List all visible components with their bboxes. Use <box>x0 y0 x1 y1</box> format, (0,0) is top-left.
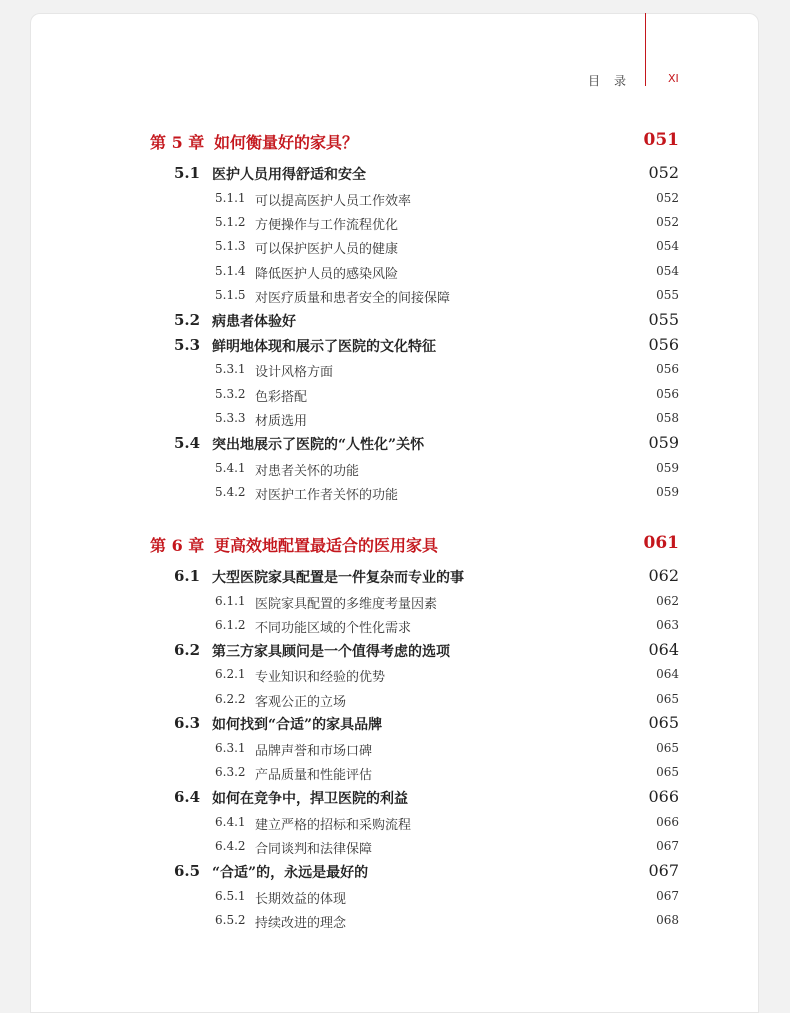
toc-sub-page-number: 063 <box>656 618 679 632</box>
toc-sub-title: 对患者关怀的功能 <box>255 464 360 479</box>
toc-sub-entry[interactable] <box>0 261 790 283</box>
toc-section-page-number: 055 <box>648 310 679 329</box>
toc-sub-page-number: 065 <box>656 765 679 779</box>
toc-sub-title: 医院家具配置的多维度考量因素 <box>255 597 438 612</box>
toc-sub-num: 5.1.3 <box>215 239 246 253</box>
toc-section-title: 突出地展示了医院的“人性化”关怀 <box>212 437 425 453</box>
toc-chapter-title: 如何衡量好的家具？ <box>214 133 359 152</box>
toc-section-entry[interactable] <box>0 566 790 588</box>
toc-sub-title: 方便操作与工作流程优化 <box>255 218 399 233</box>
toc-sub-title: 可以提高医护人员工作效率 <box>255 194 412 209</box>
toc-sub-title: 设计风格方面 <box>255 365 334 380</box>
toc-sub-page-number: 067 <box>656 889 679 903</box>
toc-sub-entry[interactable] <box>0 910 790 932</box>
toc-chapter-num: 第 5 章 <box>150 133 205 152</box>
toc-section-num: 5.2 <box>174 311 201 329</box>
toc-section-entry[interactable] <box>0 433 790 455</box>
toc-sub-num: 5.1.4 <box>215 264 246 278</box>
toc-sub-entry[interactable] <box>0 458 790 480</box>
toc-sub-title: 不同功能区域的个性化需求 <box>255 621 412 636</box>
toc-sub-page-number: 059 <box>656 485 679 499</box>
toc-chapter-title: 更高效地配置最适合的医用家具 <box>214 536 439 555</box>
toc-sub-entry[interactable] <box>0 836 790 858</box>
toc-section-page-number: 059 <box>648 433 679 452</box>
toc-sub-num: 6.5.2 <box>215 913 246 927</box>
toc-sub-page-number: 052 <box>656 215 679 229</box>
toc-section-title: 医护人员用得舒适和安全 <box>212 167 366 183</box>
toc-sub-num: 5.4.2 <box>215 485 246 499</box>
toc-sub-page-number: 065 <box>656 692 679 706</box>
toc-sub-page-number: 062 <box>656 594 679 608</box>
toc-chapter-entry[interactable] <box>0 533 790 555</box>
toc-sub-page-number: 059 <box>656 461 679 475</box>
toc-chapter-page-number: 061 <box>643 533 679 553</box>
toc-section-entry[interactable] <box>0 163 790 185</box>
toc-section-num: 5.1 <box>174 164 201 182</box>
toc-sub-page-number: 056 <box>656 362 679 376</box>
toc-sub-num: 5.3.2 <box>215 387 246 401</box>
toc-section-title: 如何在竞争中，捍卫医院的利益 <box>212 791 408 807</box>
toc-sub-title: 持续改进的理念 <box>255 916 347 931</box>
toc-sub-num: 5.1.2 <box>215 215 246 229</box>
toc-section-title: 第三方家具顾问是一个值得考虑的选项 <box>212 644 450 660</box>
toc-section-page-number: 066 <box>648 787 679 806</box>
toc-sub-entry[interactable] <box>0 359 790 381</box>
toc-sub-title: 产品质量和性能评估 <box>255 768 373 783</box>
toc-sub-page-number: 052 <box>656 191 679 205</box>
toc-sub-title: 对医疗质量和患者安全的间接保障 <box>255 291 451 306</box>
header-page-number: XI <box>668 72 679 85</box>
toc-sub-num: 5.1.5 <box>215 288 246 302</box>
toc-sub-num: 6.1.1 <box>215 594 246 608</box>
toc-sub-entry[interactable] <box>0 812 790 834</box>
toc-sub-num: 6.2.2 <box>215 692 246 706</box>
toc-sub-entry[interactable] <box>0 886 790 908</box>
toc-sub-title: 对医护工作者关怀的功能 <box>255 488 399 503</box>
toc-section-num: 6.2 <box>174 641 201 659</box>
toc-section-title: 病患者体验好 <box>212 314 296 330</box>
toc-sub-page-number: 055 <box>656 288 679 302</box>
toc-sub-entry[interactable] <box>0 285 790 307</box>
toc-sub-num: 6.3.2 <box>215 765 246 779</box>
toc-sub-page-number: 068 <box>656 913 679 927</box>
toc-sub-entry[interactable] <box>0 236 790 258</box>
toc-section-entry[interactable] <box>0 335 790 357</box>
toc-sub-page-number: 065 <box>656 741 679 755</box>
toc-sub-title: 材质选用 <box>255 414 308 429</box>
toc-section-page-number: 064 <box>648 640 679 659</box>
toc-sub-num: 6.4.2 <box>215 839 246 853</box>
toc-sub-page-number: 066 <box>656 815 679 829</box>
toc-sub-entry[interactable] <box>0 212 790 234</box>
toc-sub-page-number: 054 <box>656 239 679 253</box>
toc-sub-page-number: 058 <box>656 411 679 425</box>
toc-section-entry[interactable] <box>0 310 790 332</box>
toc-sub-title: 合同谈判和法律保障 <box>255 842 373 857</box>
toc-section-entry[interactable] <box>0 861 790 883</box>
toc-sub-entry[interactable] <box>0 738 790 760</box>
toc-section-num: 6.5 <box>174 862 201 880</box>
toc-section-page-number: 065 <box>648 713 679 732</box>
toc-chapter-num: 第 6 章 <box>150 536 205 555</box>
toc-sub-title: 专业知识和经验的优势 <box>255 670 386 685</box>
toc-sub-title: 建立严格的招标和采购流程 <box>255 818 412 833</box>
toc-section-entry[interactable] <box>0 713 790 735</box>
toc-chapter-page-number: 051 <box>643 130 679 150</box>
toc-sub-entry[interactable] <box>0 408 790 430</box>
toc-sub-entry[interactable] <box>0 664 790 686</box>
toc-section-page-number: 067 <box>648 861 679 880</box>
toc-section-page-number: 052 <box>648 163 679 182</box>
toc-sub-title: 品牌声誉和市场口碑 <box>255 744 373 759</box>
toc-section-num: 6.1 <box>174 567 201 585</box>
toc-sub-num: 6.4.1 <box>215 815 246 829</box>
toc-sub-title: 色彩搭配 <box>255 390 308 405</box>
toc-sub-entry[interactable] <box>0 615 790 637</box>
toc-section-num: 6.4 <box>174 788 201 806</box>
toc-sub-entry[interactable] <box>0 482 790 504</box>
toc-sub-entry[interactable] <box>0 591 790 613</box>
toc-sub-page-number: 056 <box>656 387 679 401</box>
toc-section-title: 大型医院家具配置是一件复杂而专业的事 <box>212 570 464 586</box>
toc-section-title: 鲜明地体现和展示了医院的文化特征 <box>212 339 436 355</box>
toc-sub-title: 客观公正的立场 <box>255 695 347 710</box>
toc-section-title: 如何找到“合适”的家具品牌 <box>212 717 383 733</box>
toc-section-page-number: 056 <box>648 335 679 354</box>
toc-sub-num: 5.1.1 <box>215 191 246 205</box>
toc-sub-entry[interactable] <box>0 384 790 406</box>
toc-sub-num: 6.2.1 <box>215 667 246 681</box>
toc-sub-num: 6.1.2 <box>215 618 246 632</box>
toc-sub-page-number: 067 <box>656 839 679 853</box>
toc-chapter-entry[interactable] <box>0 130 790 152</box>
toc-sub-num: 5.4.1 <box>215 461 246 475</box>
header-divider <box>645 13 646 86</box>
toc-sub-entry[interactable] <box>0 762 790 784</box>
toc-section-title: “合适”的，永远是最好的 <box>212 865 369 881</box>
toc-section-entry[interactable] <box>0 640 790 662</box>
toc-section-num: 6.3 <box>174 714 201 732</box>
toc-sub-num: 6.3.1 <box>215 741 246 755</box>
toc-sub-page-number: 054 <box>656 264 679 278</box>
toc-sub-page-number: 064 <box>656 667 679 681</box>
header-title: 目录 <box>588 74 641 88</box>
toc-sub-title: 降低医护人员的感染风险 <box>255 267 399 282</box>
toc-section-num: 5.4 <box>174 434 201 452</box>
toc-sub-num: 5.3.1 <box>215 362 246 376</box>
toc-sub-entry[interactable] <box>0 188 790 210</box>
toc-sub-num: 6.5.1 <box>215 889 246 903</box>
toc-sub-entry[interactable] <box>0 689 790 711</box>
toc-sub-num: 5.3.3 <box>215 411 246 425</box>
toc-sub-title: 长期效益的体现 <box>255 892 347 907</box>
toc-sub-title: 可以保护医护人员的健康 <box>255 242 399 257</box>
toc-section-page-number: 062 <box>648 566 679 585</box>
toc-section-num: 5.3 <box>174 336 201 354</box>
toc-section-entry[interactable] <box>0 787 790 809</box>
